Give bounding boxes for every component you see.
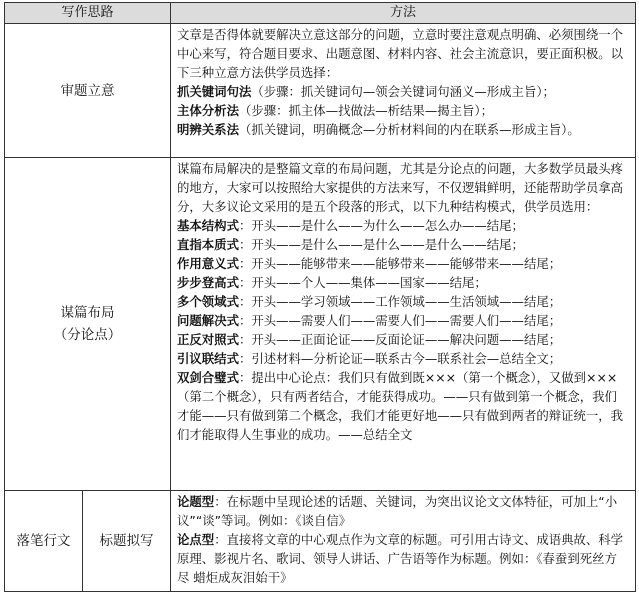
pattern-text: ：开头——需要人们——需要人们——需要人们——结尾； xyxy=(238,313,562,328)
pattern-text: ：提出中心论点：我们只有做到既×××（第一个概念），又做到×××（第二个概念），只有两者结合，才能获得成功。——只有做到第一个概念，我们才能——只有做到第二个概念，我们才能更好地——只有做到两者的辩证统一，我们才能取得人生事业的成功。——总结全文 xyxy=(177,370,624,442)
pattern-text: ：开头——是什么——为什么——怎么办——结尾； xyxy=(238,218,524,233)
pattern-name: 直指本质式 xyxy=(177,237,239,252)
title-type-text: ：直接将文章的中心观点作为文章的标题。可引用古诗文、成语典故、科学原理、影视片名、歌词、领导人讲话、广告语等作为标题。例如：《春蚕到死丝方尽 蜡炬成灰泪始干》 xyxy=(177,532,624,585)
method-name: 明辨关系法 xyxy=(177,122,239,137)
table-header-row xyxy=(5,3,636,24)
pattern-name: 基本结构式 xyxy=(177,218,239,233)
pattern-text: ：引述材料—分析论证—联系古今—联系社会—总结全文； xyxy=(238,351,562,366)
shenti-method-2 xyxy=(177,101,629,120)
method-text: （步骤：抓主体—找做法—析结果—揭主旨）； xyxy=(238,103,493,118)
pattern-name: 作用意义式 xyxy=(177,256,239,271)
pattern-text: ：开头——是什么——是什么——是什么——结尾； xyxy=(238,237,524,252)
row-content-moupian xyxy=(171,158,636,491)
pattern-item xyxy=(177,330,629,349)
method-text: （抓关键词，明确概念—分析材料间的内在联系—形成主旨）。 xyxy=(238,122,580,137)
title-type-name: 论点型 xyxy=(177,532,215,547)
table-row-shenti xyxy=(5,24,636,158)
writing-method-table xyxy=(4,2,636,592)
pattern-item xyxy=(177,368,629,444)
method-text: （步骤：抓关键词句—领会关键词句涵义—形成主旨）； xyxy=(251,84,555,99)
pattern-item xyxy=(177,235,629,254)
table-row-moupian xyxy=(5,158,636,491)
method-name: 主体分析法 xyxy=(177,103,239,118)
pattern-item xyxy=(177,311,629,330)
pattern-item xyxy=(177,216,629,235)
shenti-method-3 xyxy=(177,120,629,139)
pattern-name: 问题解决式 xyxy=(177,313,239,328)
header-writing-idea: 写作思路 xyxy=(5,3,171,24)
moupian-intro: 谋篇布局解决的是整篇文章的布局问题，尤其是分论点的问题，大多数学员最头疼的地方，大家可以按照给大家提供的方法来写，不仅逻辑鲜明，还能帮助学员拿高分，大多议论文采用的是五个段落的形式，以下九种结构模式，供学员选用： xyxy=(177,161,624,214)
title-type-text: ：在标题中呈现论述的话题、关键词，为突出议论文文体特征，可加上“小议”“谈”等词。例如：《谈自信》 xyxy=(177,494,618,528)
pattern-text: ：开头——学习领域——工作领域——生活领域——结尾； xyxy=(238,294,562,309)
pattern-text: ：开头——个人——集体——国家——结尾； xyxy=(238,275,487,290)
moupian-label-line1: 谋篇布局 xyxy=(60,305,115,321)
row-sublabel-title: 标题拟写 xyxy=(83,491,171,592)
pattern-name: 正反对照式 xyxy=(177,332,239,347)
pattern-name: 多个领域式 xyxy=(177,294,239,309)
title-type-name: 论题型 xyxy=(177,494,215,509)
pattern-name: 引议联结式 xyxy=(177,351,239,366)
shenti-method-1 xyxy=(177,82,629,101)
title-type-item xyxy=(177,530,629,587)
title-type-item xyxy=(177,492,629,530)
pattern-item xyxy=(177,254,629,273)
table-row-luobi xyxy=(5,491,636,592)
header-method: 方法 xyxy=(171,3,636,24)
pattern-name: 双剑合璧式 xyxy=(177,370,239,385)
row-label-shenti: 审题立意 xyxy=(5,24,171,158)
row-content-luobi xyxy=(171,491,636,592)
method-name: 抓关键词句法 xyxy=(177,84,252,99)
pattern-text: ：开头——正面论证——反面论证——解决问题——结尾； xyxy=(238,332,562,347)
shenti-intro: 文章是否得体就要解决立意这部分的问题，立意时要注意观点明确、必须围绕一个中心来写，符合题目要求、出题意图、材料内容、社会主流意识，要正面积极。以下三种立意方法供学员选择： xyxy=(177,27,624,80)
pattern-text: ：开头——能够带来——能够带来——能够带来——结尾； xyxy=(238,256,562,271)
pattern-item xyxy=(177,349,629,368)
row-label-moupian xyxy=(5,158,171,491)
pattern-item xyxy=(177,292,629,311)
row-label-luobi: 落笔行文 xyxy=(5,491,83,592)
pattern-item xyxy=(177,273,629,292)
pattern-name: 步步登高式 xyxy=(177,275,239,290)
moupian-label-line2: （分论点） xyxy=(53,327,122,343)
row-content-shenti xyxy=(171,24,636,158)
